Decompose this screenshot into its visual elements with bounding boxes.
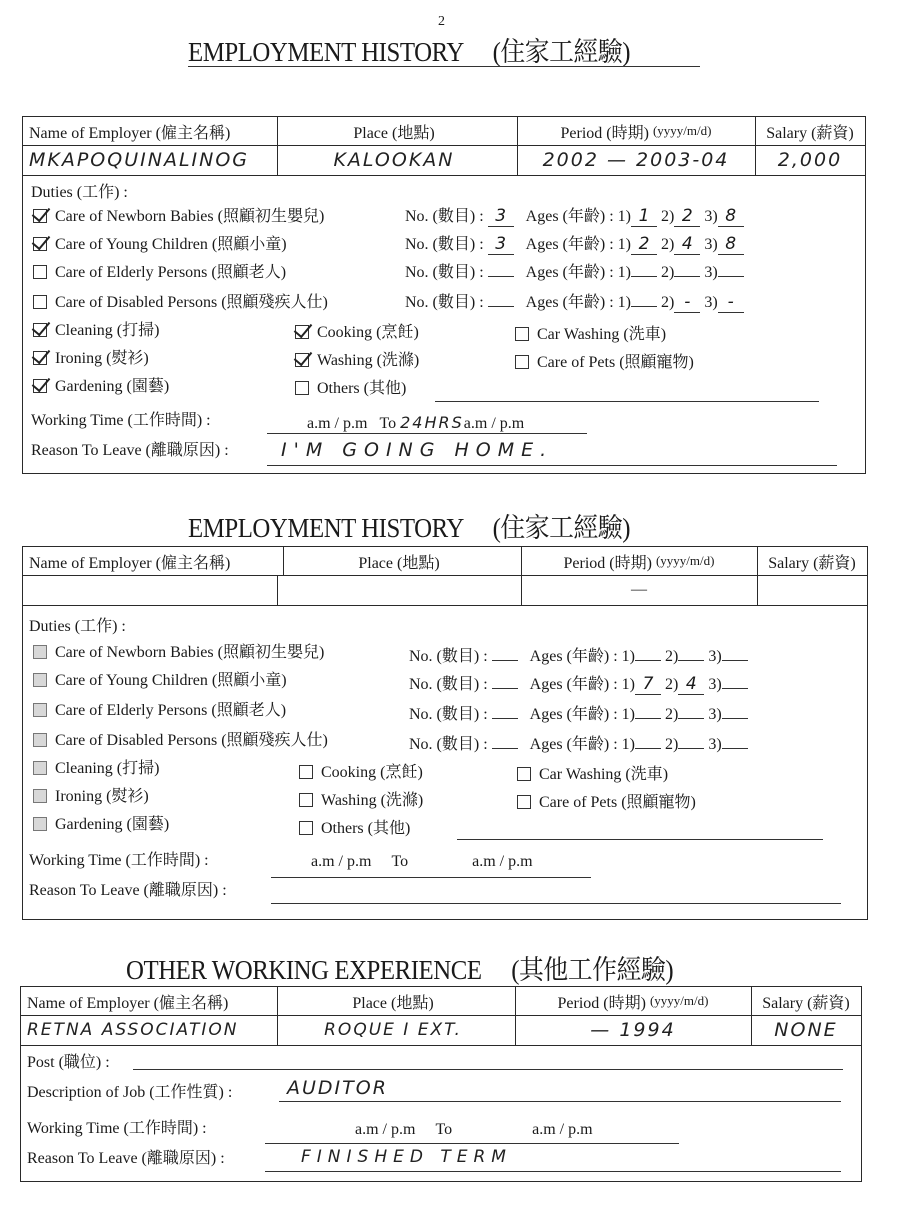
reason-value[interactable]: FINISHED TERM (301, 1147, 512, 1167)
duty-disabled: Care of Disabled Persons (照顧殘疾人仕) (33, 289, 328, 312)
disabled-age-2[interactable]: - (674, 292, 700, 313)
duty-washing: Washing (洗滌) (295, 347, 419, 370)
young-counts: No. (數目) : 3 Ages (年齡) : 1) 2 2) 4 3) 8 (405, 231, 744, 255)
young-checkbox[interactable] (33, 237, 47, 251)
duty-disabled: Care of Disabled Persons (照顧殘疾人仕) (33, 727, 328, 750)
newborn-age-2[interactable]: 2 (674, 206, 700, 227)
title-en: EMPLOYMENT HISTORY (188, 37, 463, 67)
newborn-checkbox[interactable] (33, 209, 47, 223)
section-title-other-experience: OTHER WORKING EXPERIENCE (其他工作經驗) (126, 955, 674, 985)
duty-others: Others (其他) (295, 375, 406, 398)
disabled-age-3[interactable]: - (718, 292, 744, 313)
car-washing-checkbox[interactable] (515, 327, 529, 341)
newborn-age-2[interactable] (678, 660, 704, 661)
place-value[interactable]: KALOOKAN (333, 149, 455, 171)
salary-value[interactable]: 2,000 (777, 149, 843, 171)
value-row (23, 145, 865, 176)
duty-washing: Washing (洗滌) (299, 787, 423, 810)
duty-gardening: Gardening (園藝) (33, 811, 169, 834)
gardening-checkbox[interactable] (33, 379, 47, 393)
young-no[interactable] (492, 688, 518, 689)
header-row (23, 117, 865, 146)
reason-label: Reason To Leave (離職原因) : (27, 1150, 225, 1167)
cooking-checkbox[interactable] (295, 325, 309, 339)
elderly-counts: No. (數目) : Ages (年齡) : 1) 2) 3) (409, 701, 748, 724)
disabled-no[interactable] (492, 748, 518, 749)
duty-cleaning: Cleaning (打掃) (33, 755, 159, 778)
newborn-age-3[interactable]: 8 (718, 206, 744, 227)
working-time-to[interactable]: 24HRS (400, 413, 464, 432)
duty-pets: Care of Pets (照顧寵物) (515, 349, 694, 372)
working-time-fields: a.m / p.m To 24HRSa.m / p.m (307, 413, 525, 432)
salary-value[interactable] (757, 575, 867, 605)
working-time-fields: a.m / p.m To a.m / p.m (311, 853, 533, 870)
young-no[interactable]: 3 (488, 234, 514, 255)
pets-checkbox[interactable] (517, 795, 531, 809)
place-header: Place (地點) (277, 547, 522, 575)
place-value[interactable] (277, 575, 522, 605)
elderly-no[interactable] (488, 276, 514, 277)
washing-checkbox[interactable] (299, 793, 313, 807)
duty-others: Others (其他) (299, 815, 410, 838)
elderly-age-2[interactable] (678, 718, 704, 719)
page-number: 2 (438, 14, 445, 29)
period-value[interactable]: 2002 — 2003-04 (542, 149, 730, 171)
duty-elderly: Care of Elderly Persons (照顧老人) (33, 697, 286, 720)
place-header: Place (地點) (271, 987, 516, 1015)
duty-cleaning: Cleaning (打掃) (33, 317, 159, 340)
cooking-checkbox[interactable] (299, 765, 313, 779)
duty-ironing: Ironing (熨衫) (33, 345, 149, 368)
duties-label: Duties (工作) : (29, 618, 126, 635)
young-counts: No. (數目) : Ages (年齡) : 1) 7 2) 4 3) (409, 671, 748, 695)
employer-value[interactable] (23, 575, 278, 605)
other-experience-form (20, 986, 862, 1182)
period-format: (yyyy/m/d) (652, 123, 712, 138)
young-age-1[interactable]: 7 (635, 674, 661, 695)
duty-ironing: Ironing (熨衫) (33, 783, 149, 806)
elderly-age-2[interactable] (674, 276, 700, 277)
title-cn: (住家工經驗) (492, 37, 631, 67)
salary-header: Salary (薪資) (768, 554, 856, 572)
working-time-label: Working Time (工作時間) : (29, 852, 209, 869)
elderly-age-1[interactable] (631, 276, 657, 277)
duty-gardening: Gardening (園藝) (33, 373, 169, 396)
employer-header: Name of Employer (僱主名稱) (21, 987, 278, 1015)
section-title-employment-history-2: EMPLOYMENT HISTORY (住家工經驗) (188, 513, 631, 543)
duty-elderly: Care of Elderly Persons (照顧老人) (33, 259, 286, 282)
newborn-checkbox[interactable] (33, 645, 47, 659)
newborn-no[interactable] (492, 660, 518, 661)
cleaning-checkbox[interactable] (33, 761, 47, 775)
newborn-age-3[interactable] (722, 660, 748, 661)
newborn-no[interactable]: 3 (488, 206, 514, 227)
working-time-label: Working Time (工作時間) : (31, 412, 211, 429)
disabled-age-2[interactable] (678, 748, 704, 749)
elderly-no[interactable] (492, 718, 518, 719)
section-title-employment-history-1 (188, 30, 630, 69)
disabled-age-1[interactable] (631, 306, 657, 307)
elderly-checkbox[interactable] (33, 703, 47, 717)
disabled-age-1[interactable] (635, 748, 661, 749)
young-age-3[interactable]: 8 (718, 234, 744, 255)
others-checkbox[interactable] (295, 381, 309, 395)
place-header: Place (地點) (271, 117, 518, 145)
duty-cooking: Cooking (烹飪) (299, 759, 423, 782)
elderly-age-1[interactable] (635, 718, 661, 719)
elderly-checkbox[interactable] (33, 265, 47, 279)
duties-label: Duties (工作) : (31, 184, 128, 201)
duty-young: Care of Young Children (照顧小童) (33, 667, 287, 690)
ironing-checkbox[interactable] (33, 789, 47, 803)
disabled-counts: No. (數目) : Ages (年齡) : 1) 2) 3) (409, 731, 748, 754)
period-header (517, 117, 756, 145)
duty-car-washing: Car Washing (洗車) (515, 321, 666, 344)
period-value[interactable]: — (521, 575, 758, 605)
newborn-age-1[interactable] (635, 660, 661, 661)
period-header: Period (時期) (yyyy/m/d) (515, 987, 752, 1015)
employer-value[interactable]: MKAPOQUINALINOG (29, 149, 250, 171)
young-age-3[interactable] (722, 688, 748, 689)
working-time-label: Working Time (工作時間) : (27, 1120, 207, 1137)
duty-newborn: Care of Newborn Babies (照顧初生嬰兒) (33, 203, 324, 226)
working-time-fields: a.m / p.m To a.m / p.m (355, 1121, 593, 1138)
disabled-no[interactable] (488, 306, 514, 307)
elderly-age-3[interactable] (722, 718, 748, 719)
cleaning-checkbox[interactable] (33, 323, 47, 337)
car-washing-checkbox[interactable] (517, 767, 531, 781)
pets-checkbox[interactable] (515, 355, 529, 369)
others-checkbox[interactable] (299, 821, 313, 835)
salary-header: Salary (薪資) (762, 994, 850, 1012)
young-age-2[interactable]: 4 (674, 234, 700, 255)
reason-value[interactable]: I'M GOING HOME. (281, 439, 554, 461)
description-label: Description of Job (工作性質) : (27, 1084, 233, 1101)
young-age-2[interactable]: 4 (678, 674, 704, 695)
period-value[interactable]: — 1994 (590, 1019, 676, 1041)
newborn-counts: No. (數目) : Ages (年齡) : 1) 2) 3) (409, 643, 748, 666)
disabled-checkbox[interactable] (33, 733, 47, 747)
employment-history-form-1 (22, 116, 866, 474)
young-age-1[interactable]: 2 (631, 234, 657, 255)
employment-history-form-2 (22, 546, 868, 920)
period-header: Period (時期) (yyyy/m/d) (521, 547, 758, 575)
place-value[interactable]: ROQUE I EXT. (324, 1020, 462, 1040)
duty-car-washing: Car Washing (洗車) (517, 761, 668, 784)
salary-header: Salary (薪資) (766, 124, 854, 142)
post-label: Post (職位) : (27, 1054, 110, 1071)
description-value[interactable]: AUDITOR (287, 1077, 388, 1099)
disabled-counts: No. (數目) : Ages (年齡) : 1) 2) - 3) - (405, 289, 744, 313)
young-checkbox[interactable] (33, 673, 47, 687)
duty-young: Care of Young Children (照顧小童) (33, 231, 287, 254)
duty-cooking: Cooking (烹飪) (295, 319, 419, 342)
disabled-age-3[interactable] (722, 748, 748, 749)
duty-pets: Care of Pets (照顧寵物) (517, 789, 696, 812)
reason-label: Reason To Leave (離職原因) : (31, 442, 229, 459)
disabled-checkbox[interactable] (33, 295, 47, 309)
ironing-checkbox[interactable] (33, 351, 47, 365)
gardening-checkbox[interactable] (33, 817, 47, 831)
washing-checkbox[interactable] (295, 353, 309, 367)
period-label: Period (時期) (560, 124, 649, 142)
newborn-age-1[interactable]: 1 (631, 206, 657, 227)
elderly-age-3[interactable] (718, 276, 744, 277)
elderly-counts: No. (數目) : Ages (年齡) : 1) 2) 3) (405, 259, 744, 282)
employer-header: Name of Employer (僱主名稱) (23, 547, 284, 575)
employer-value[interactable]: RETNA ASSOCIATION (27, 1020, 239, 1040)
reason-label: Reason To Leave (離職原因) : (29, 882, 227, 899)
employer-header: Name of Employer (僱主名稱) (23, 117, 278, 145)
duty-newborn: Care of Newborn Babies (照顧初生嬰兒) (33, 639, 324, 662)
newborn-counts: No. (數目) : 3 Ages (年齡) : 1) 1 2) 2 3) 8 (405, 203, 744, 227)
salary-value[interactable]: NONE (774, 1019, 838, 1041)
